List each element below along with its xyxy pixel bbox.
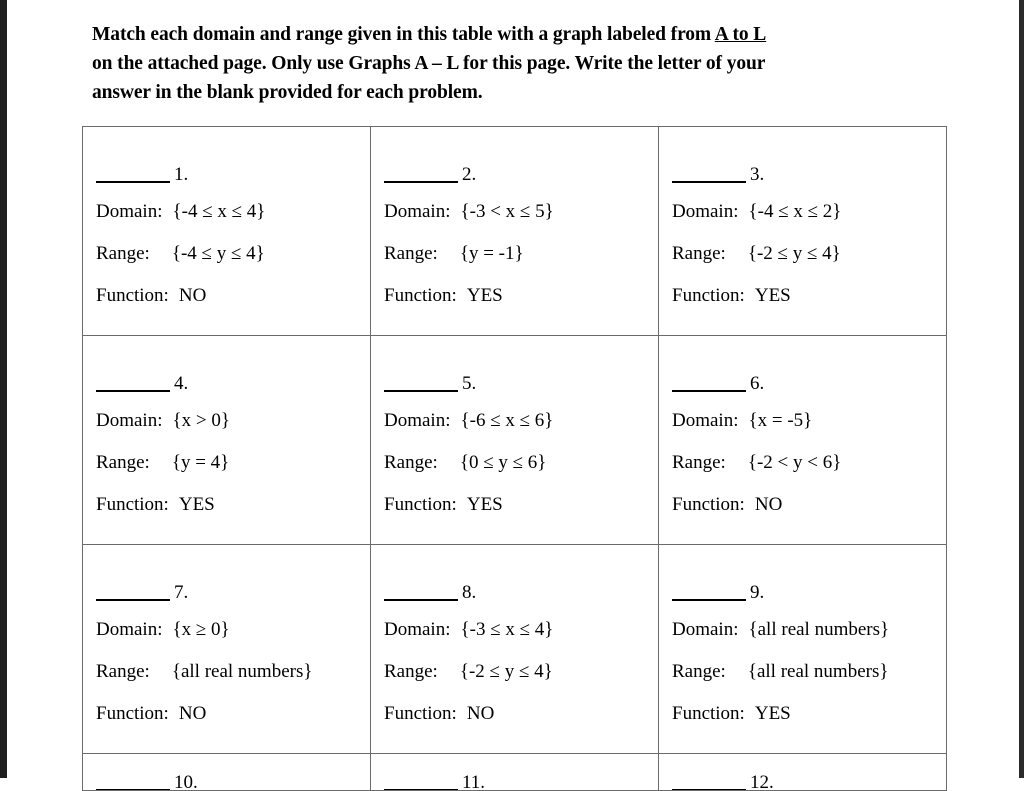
problem-cell-5 bbox=[371, 336, 659, 545]
problem-cell-7 bbox=[83, 545, 371, 754]
domain-row-1 bbox=[93, 201, 370, 223]
function-value-1: NO bbox=[178, 285, 207, 306]
function-value-8: NO bbox=[466, 703, 495, 724]
function-label-6: Function: bbox=[672, 494, 745, 515]
domain-label-4: Domain: bbox=[96, 410, 163, 431]
domain-value-8: {-3 ≤ x ≤ 4} bbox=[460, 619, 554, 640]
problem-number-2: 2. bbox=[462, 164, 477, 185]
function-label-3: Function: bbox=[672, 285, 745, 306]
problem-number-9: 9. bbox=[750, 582, 765, 603]
function-row-7 bbox=[93, 703, 370, 725]
domain-row-4 bbox=[93, 410, 370, 432]
answer-blank-10[interactable] bbox=[96, 775, 170, 790]
problem-number-7: 7. bbox=[174, 582, 189, 603]
function-value-3: YES bbox=[754, 285, 791, 306]
range-label-2: Range: bbox=[384, 243, 438, 264]
range-value-9: {all real numbers} bbox=[747, 661, 889, 682]
function-label-9: Function: bbox=[672, 703, 745, 724]
problem-number-12: 12. bbox=[750, 772, 774, 790]
range-row-9 bbox=[669, 661, 946, 683]
function-label-2: Function: bbox=[384, 285, 457, 306]
domain-label-5: Domain: bbox=[384, 410, 451, 431]
domain-value-2: {-3 < x ≤ 5} bbox=[460, 201, 554, 222]
answer-blank-4[interactable] bbox=[96, 376, 170, 392]
answer-blank-6[interactable] bbox=[672, 376, 746, 392]
range-row-8 bbox=[381, 661, 658, 683]
instructions-line2: on the attached page. Only use Graphs A – L for this page. Write the letter of your bbox=[92, 53, 766, 74]
domain-value-4: {x > 0} bbox=[172, 410, 230, 431]
answer-blank-row-9 bbox=[669, 563, 946, 601]
range-row-2 bbox=[381, 243, 658, 265]
problem-cell-10 bbox=[83, 754, 371, 791]
problem-number-1: 1. bbox=[174, 164, 189, 185]
function-row-2 bbox=[381, 285, 658, 307]
range-value-4: {y = 4} bbox=[171, 452, 230, 473]
answer-blank-row-6 bbox=[669, 354, 946, 392]
answer-blank-9[interactable] bbox=[672, 585, 746, 601]
problem-cell-12 bbox=[659, 754, 947, 791]
domain-row-8 bbox=[381, 619, 658, 641]
table-row bbox=[83, 754, 947, 791]
instructions-text bbox=[92, 20, 930, 107]
function-value-5: YES bbox=[466, 494, 503, 515]
range-value-5: {0 ≤ y ≤ 6} bbox=[459, 452, 547, 473]
domain-value-9: {all real numbers} bbox=[748, 619, 890, 640]
function-value-7: NO bbox=[178, 703, 207, 724]
problem-cell-1 bbox=[83, 127, 371, 336]
table-row bbox=[83, 127, 947, 336]
answer-blank-11[interactable] bbox=[384, 775, 458, 790]
range-row-4 bbox=[93, 452, 370, 474]
problem-cell-8 bbox=[371, 545, 659, 754]
problem-number-11: 11. bbox=[462, 772, 486, 790]
instructions-line3: answer in the blank provided for each problem. bbox=[92, 82, 483, 103]
range-label-4: Range: bbox=[96, 452, 150, 473]
answer-blank-row-7 bbox=[93, 563, 370, 601]
instructions-graph-range-underlined: A to L bbox=[714, 24, 767, 45]
domain-value-3: {-4 ≤ x ≤ 2} bbox=[748, 201, 842, 222]
domain-row-3 bbox=[669, 201, 946, 223]
problem-cell-6 bbox=[659, 336, 947, 545]
domain-value-6: {x = -5} bbox=[748, 410, 813, 431]
answer-blank-12[interactable] bbox=[672, 775, 746, 790]
function-row-4 bbox=[93, 494, 370, 516]
function-label-5: Function: bbox=[384, 494, 457, 515]
domain-label-1: Domain: bbox=[96, 201, 163, 222]
problem-cell-3 bbox=[659, 127, 947, 336]
function-row-6 bbox=[669, 494, 946, 516]
function-label-7: Function: bbox=[96, 703, 169, 724]
answer-blank-row-3 bbox=[669, 145, 946, 183]
range-row-3 bbox=[669, 243, 946, 265]
range-label-7: Range: bbox=[96, 661, 150, 682]
range-label-5: Range: bbox=[384, 452, 438, 473]
answer-blank-row-4 bbox=[93, 354, 370, 392]
range-row-5 bbox=[381, 452, 658, 474]
range-label-1: Range: bbox=[96, 243, 150, 264]
answer-blank-row-10 bbox=[93, 771, 370, 790]
answer-blank-row-8 bbox=[381, 563, 658, 601]
function-label-1: Function: bbox=[96, 285, 169, 306]
range-row-7 bbox=[93, 661, 370, 683]
answer-blank-5[interactable] bbox=[384, 376, 458, 392]
domain-label-2: Domain: bbox=[384, 201, 451, 222]
domain-label-3: Domain: bbox=[672, 201, 739, 222]
problem-number-6: 6. bbox=[750, 373, 765, 394]
table-row bbox=[83, 545, 947, 754]
problem-cell-4 bbox=[83, 336, 371, 545]
problem-number-4: 4. bbox=[174, 373, 189, 394]
problem-cell-2 bbox=[371, 127, 659, 336]
domain-row-9 bbox=[669, 619, 946, 641]
range-value-2: {y = -1} bbox=[459, 243, 524, 264]
domain-label-7: Domain: bbox=[96, 619, 163, 640]
scan-edge-right bbox=[1019, 0, 1024, 778]
domain-value-5: {-6 ≤ x ≤ 6} bbox=[460, 410, 554, 431]
problems-table bbox=[82, 126, 947, 791]
answer-blank-row-1 bbox=[93, 145, 370, 183]
answer-blank-row-12 bbox=[669, 771, 946, 790]
domain-label-9: Domain: bbox=[672, 619, 739, 640]
range-value-8: {-2 ≤ y ≤ 4} bbox=[459, 661, 553, 682]
function-label-8: Function: bbox=[384, 703, 457, 724]
function-value-9: YES bbox=[754, 703, 791, 724]
domain-value-7: {x ≥ 0} bbox=[172, 619, 230, 640]
range-label-3: Range: bbox=[672, 243, 726, 264]
range-row-6 bbox=[669, 452, 946, 474]
function-value-2: YES bbox=[466, 285, 503, 306]
answer-blank-7[interactable] bbox=[96, 585, 170, 601]
answer-blank-row-5 bbox=[381, 354, 658, 392]
domain-row-2 bbox=[381, 201, 658, 223]
problem-number-8: 8. bbox=[462, 582, 477, 603]
domain-label-8: Domain: bbox=[384, 619, 451, 640]
problem-number-3: 3. bbox=[750, 164, 765, 185]
domain-label-6: Domain: bbox=[672, 410, 739, 431]
function-row-5 bbox=[381, 494, 658, 516]
range-row-1 bbox=[93, 243, 370, 265]
answer-blank-2[interactable] bbox=[384, 167, 458, 183]
range-value-7: {all real numbers} bbox=[171, 661, 313, 682]
domain-row-7 bbox=[93, 619, 370, 641]
range-value-6: {-2 < y < 6} bbox=[747, 452, 842, 473]
scan-edge-left bbox=[0, 0, 7, 778]
answer-blank-row-2 bbox=[381, 145, 658, 183]
answer-blank-3[interactable] bbox=[672, 167, 746, 183]
answer-blank-1[interactable] bbox=[96, 167, 170, 183]
problem-number-5: 5. bbox=[462, 373, 477, 394]
range-value-3: {-2 ≤ y ≤ 4} bbox=[747, 243, 841, 264]
range-label-8: Range: bbox=[384, 661, 438, 682]
range-label-9: Range: bbox=[672, 661, 726, 682]
range-label-6: Range: bbox=[672, 452, 726, 473]
function-row-9 bbox=[669, 703, 946, 725]
instructions-line1-part1: Match each domain and range given in this table with a graph labeled from bbox=[92, 24, 715, 45]
function-label-4: Function: bbox=[96, 494, 169, 515]
problem-cell-9 bbox=[659, 545, 947, 754]
domain-row-6 bbox=[669, 410, 946, 432]
function-row-3 bbox=[669, 285, 946, 307]
answer-blank-row-11 bbox=[381, 771, 658, 790]
problem-number-10: 10. bbox=[174, 772, 198, 790]
function-value-4: YES bbox=[178, 494, 215, 515]
answer-blank-8[interactable] bbox=[384, 585, 458, 601]
function-row-8 bbox=[381, 703, 658, 725]
function-row-1 bbox=[93, 285, 370, 307]
table-row bbox=[83, 336, 947, 545]
domain-row-5 bbox=[381, 410, 658, 432]
range-value-1: {-4 ≤ y ≤ 4} bbox=[171, 243, 265, 264]
function-value-6: NO bbox=[754, 494, 783, 515]
problem-cell-11 bbox=[371, 754, 659, 791]
domain-value-1: {-4 ≤ x ≤ 4} bbox=[172, 201, 266, 222]
